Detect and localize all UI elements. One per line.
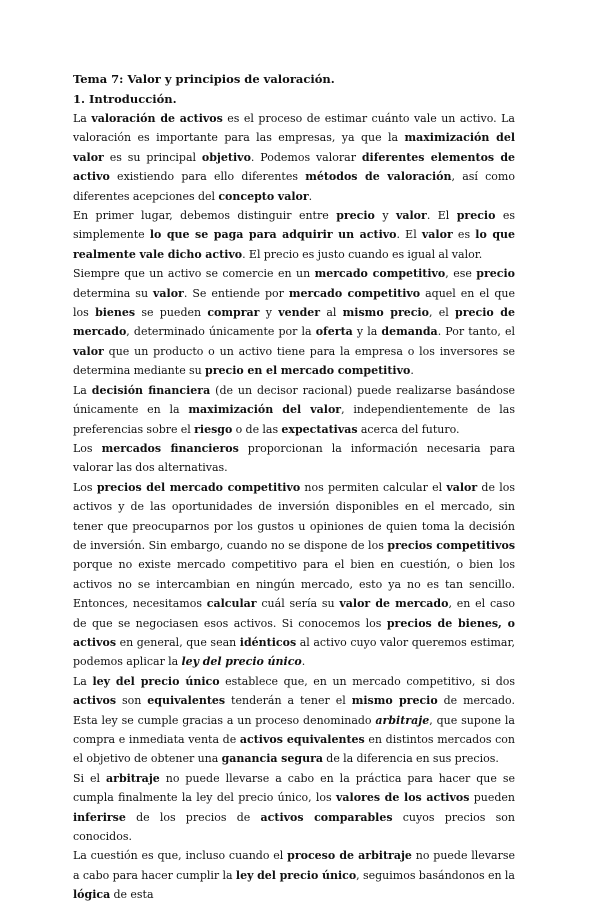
text-run: Si el [73, 771, 107, 785]
paragraph [73, 672, 515, 769]
bold-italic-text [182, 655, 302, 668]
text-run: , así como diferentes acepciones del [73, 170, 515, 203]
text-run: de los activos y de las oportunidades de inversión disponibles en el mercado, sin tener que preocuparnos por los gustos u opiniones de quien toma la decisión de inversión. Sin embargo, cuando no se dispone de los [73, 480, 515, 552]
bold-text: precios del mercado competitivo [96, 480, 301, 494]
bold-text: inferirse [73, 810, 126, 824]
text-run: Los [73, 480, 97, 494]
text-run: , independientemente de las preferencias sobre el [73, 403, 515, 436]
text-run: La [73, 674, 93, 688]
bold-text: valoración de activos [91, 112, 223, 125]
text-run: . El [426, 209, 457, 223]
paragraph [73, 264, 515, 380]
text-run: de la diferencia en sus precios. [323, 752, 499, 766]
text-run: existiendo para ello diferentes [109, 170, 306, 184]
text-run: (de un decisor racional) puede realizarse basándose únicamente en la [73, 383, 515, 417]
text-run: establece que, en un mercado competitivo, si dos [219, 674, 515, 688]
paragraph [73, 381, 515, 439]
text-run: de esta [110, 888, 154, 902]
text-run: La [73, 383, 92, 397]
emphasis-text: ley del precio único [181, 655, 302, 669]
text-run: . Podemos valorar [250, 150, 362, 164]
text-run: . Por tanto, el [437, 325, 515, 339]
bold-text: mismo precio [351, 694, 438, 708]
text-run: en general, que sean [116, 635, 240, 649]
text-run: de mercado. Esta ley se cumple gracias a un proceso denominado [73, 694, 515, 727]
bold-text: precio [476, 267, 515, 281]
text-run: se pueden [135, 306, 208, 320]
text-run: . El [396, 228, 422, 242]
text-run: que un producto o un activo tiene para la empresa o los inversores se determina mediante su [73, 344, 515, 378]
text-run: de los precios de [125, 810, 261, 824]
bold-text: diferentes elementos de activo [73, 150, 516, 184]
text-run: La [73, 112, 92, 125]
bold-italic-text [375, 714, 429, 727]
text-run: determina su [73, 286, 154, 300]
bold-text: precio en el mercado competitivo [205, 364, 411, 378]
paragraph [73, 478, 515, 672]
text-run: La cuestión es que, incluso cuando el [73, 849, 288, 863]
text-run: es simplemente [73, 209, 516, 242]
bold-text: valor [153, 286, 184, 300]
text-run: son [116, 694, 148, 708]
bold-text: maximización del valor [73, 131, 515, 164]
bold-text: lo que realmente vale dicho activo [73, 228, 516, 261]
text-run: aquel en el que los [73, 286, 515, 320]
text-run: , el [428, 306, 456, 320]
text-run: en distintos mercados con el objetivo de obtener una [73, 733, 515, 766]
bold-text: mismo precio [342, 306, 429, 320]
bold-text: mercado competitivo [314, 267, 446, 281]
bold-text: concepto valor [218, 189, 309, 203]
text-run: . El precio es justo cuando es igual al valor. [242, 247, 483, 261]
text-run: proporcionan la información necesaria para valorar las dos alternativas. [73, 441, 515, 475]
document-title: Tema 7: Valor y principios de valoración. [73, 72, 335, 86]
bold-text: objetivo [201, 150, 251, 164]
bold-text: lógica [73, 888, 111, 902]
bold-text: riesgo [194, 422, 233, 436]
text-run: o de las [232, 422, 282, 436]
paragraph [73, 846, 515, 904]
text-run: Siempre que un activo se comercie en un [73, 267, 315, 281]
text-run: , que supone la compra e inmediata venta de [73, 713, 515, 746]
text-run: En primer lugar, debemos distinguir entre [73, 209, 337, 223]
bold-text: valor [73, 344, 104, 358]
text-run: al activo cuyo valor queremos estimar, podemos aplicar la [73, 635, 515, 669]
text-run: . [301, 655, 306, 669]
bold-text: maximización del valor [188, 403, 342, 417]
text-run: al [320, 306, 343, 320]
text-run: tenderán a tener el [225, 694, 352, 708]
bold-text: expectativas [281, 422, 358, 436]
bold-text: valor [446, 480, 478, 494]
text-run: , seguimos basándonos en la [356, 868, 515, 882]
bold-text: comprar [207, 306, 260, 320]
bold-text: mercado competitivo [288, 286, 421, 300]
text-run: no puede llevarse a cabo para hacer cumplir la [73, 849, 516, 882]
bold-text: ganancia segura [221, 752, 323, 766]
bold-text: valores de los activos [336, 791, 470, 805]
paragraph [73, 206, 515, 264]
text-run: cuyos precios son conocidos. [73, 810, 515, 844]
text-run: acerca del futuro. [357, 422, 460, 436]
text-run: es el proceso de estimar cuánto vale un activo. La valoración es importante para las empresas, ya que la [73, 112, 515, 145]
bold-text: métodos de valoración [305, 170, 452, 184]
bold-text: precio [336, 209, 375, 223]
text-run: Los [73, 441, 102, 455]
bold-text: idénticos [239, 635, 297, 649]
bold-text: precio de mercado [73, 306, 515, 339]
text-run: , en el caso de que se negociasen esos activos. Si conocemos los [73, 597, 515, 630]
bold-text: vender [278, 306, 321, 320]
bold-text: oferta [315, 325, 353, 339]
bold-text: arbitraje [106, 771, 160, 785]
text-run: no puede llevarse a cabo en la práctica para hacer que se cumpla finalmente la ley del precio único, los [73, 771, 516, 805]
section-heading: 1. Introducción. [73, 91, 177, 106]
bold-text: valor [395, 209, 427, 223]
text-run: nos permiten calcular el [300, 480, 447, 494]
bold-text: decisión financiera [91, 383, 211, 397]
emphasis-text: arbitraje [375, 713, 430, 727]
text-run: y [259, 306, 279, 320]
paragraph [73, 109, 515, 206]
text-run: . Se entiende por [183, 286, 289, 300]
text-run: . [410, 364, 414, 378]
paragraph [73, 769, 515, 847]
bold-text: calcular [206, 597, 257, 611]
bold-text: precios competitivos [387, 538, 516, 552]
text-run: porque no existe mercado competitivo para el bien en cuestión, o bien los activos no se intercambian en ningún mercado, esto ya no es tan sencillo. Entonces, necesitamos [73, 558, 515, 611]
text-run: es su principal [103, 150, 202, 164]
bold-text: precio [456, 209, 496, 223]
bold-text: activos [73, 694, 117, 708]
paragraph [73, 439, 515, 478]
text-run: , determinado únicamente por la [126, 325, 316, 339]
bold-text: activos equivalentes [239, 733, 365, 746]
bold-text: mercados financieros [101, 441, 239, 455]
bold-text: valor [421, 228, 453, 242]
bold-text: bienes [95, 306, 136, 320]
text-run: cuál sería su [256, 597, 340, 611]
bold-text: equivalentes [147, 694, 226, 708]
text-run: es [452, 228, 476, 242]
bold-text: ley del precio único [92, 674, 220, 688]
text-run: y la [352, 325, 382, 339]
text-run: pueden [469, 791, 515, 805]
text-run: y [374, 209, 396, 223]
document-body [73, 109, 515, 905]
bold-text: proceso de arbitraje [287, 849, 412, 863]
bold-text: activos comparables [260, 810, 393, 824]
text-run: . [308, 189, 313, 203]
bold-text: precios de bienes, o activos [73, 616, 515, 649]
bold-text: valor de mercado [339, 597, 449, 611]
bold-text: demanda [381, 325, 438, 339]
bold-text: ley del precio único [235, 868, 357, 882]
bold-text: lo que se paga para adquirir un activo [149, 228, 397, 242]
text-run: , ese [445, 267, 477, 281]
